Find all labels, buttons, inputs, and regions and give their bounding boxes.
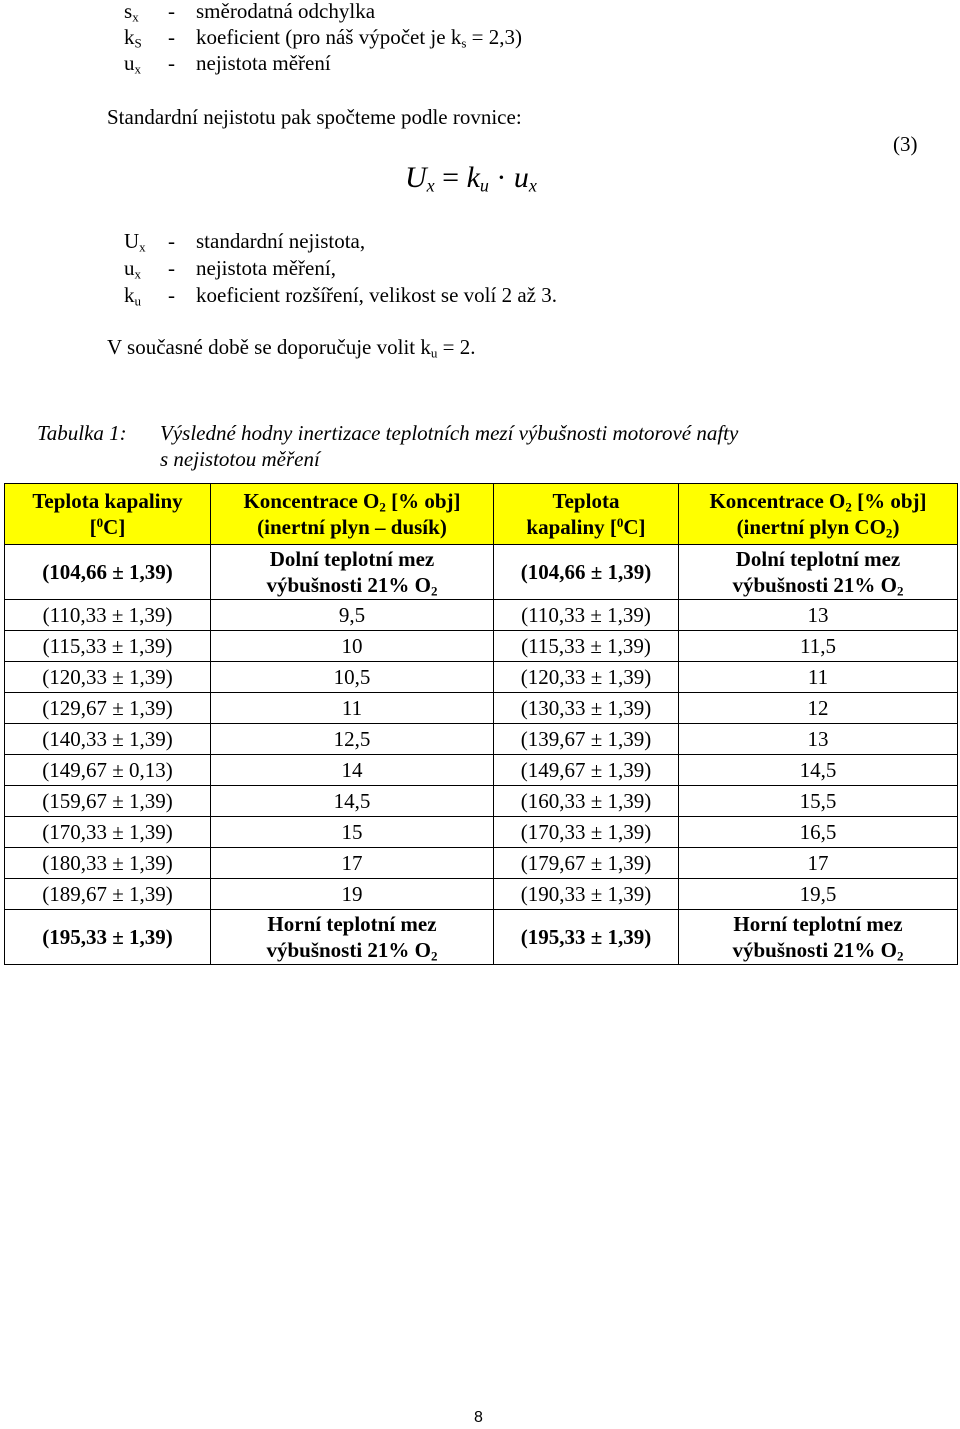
cell-temperature: (149,67 ± 1,39) <box>494 755 679 786</box>
definition-sx: $s_x$ - směrodatná odchylka <box>124 0 376 25</box>
cell-concentration: 15,5 <box>679 786 958 817</box>
cell-upper-limit-label: Horní teplotní mez výbušnosti 21% $O_2$ <box>679 910 958 965</box>
definition-text: koeficient (pro náš výpočet je $k_s = 2,3$) <box>196 25 522 51</box>
cell-temperature: (170,33 ± 1,39) <box>5 817 211 848</box>
cell-temperature: (159,67 ± 1,39) <box>5 786 211 817</box>
cell-temperature: (110,33 ± 1,39) <box>494 600 679 631</box>
header-temperature-2: Teplota kapaliny [$^0$C] <box>494 484 679 545</box>
cell-concentration: 12,5 <box>211 724 494 755</box>
equation-number: (3) <box>893 132 918 156</box>
cell-concentration: 10,5 <box>211 662 494 693</box>
table-row <box>5 724 958 755</box>
cell-temperature: (110,33 ± 1,39) <box>5 600 211 631</box>
cell-temperature: (149,67 ± 0,13) <box>5 755 211 786</box>
header-concentration-nitrogen: Koncentrace $O_2$ [% obj] (inertní plyn – dusík) <box>211 484 494 545</box>
cell-temperature: (195,33 ± 1,39) <box>494 910 679 965</box>
header-concentration-co2: Koncentrace $O_2$ [% obj] (inertní plyn $CO_2$) <box>679 484 958 545</box>
cell-temperature: (130,33 ± 1,39) <box>494 693 679 724</box>
cell-lower-limit-label: Dolní teplotní mez výbušnosti 21% $O_2$ <box>679 545 958 600</box>
table-caption-line2: s nejistotou měření <box>160 447 320 471</box>
header-temperature-1: Teplota kapaliny [$^0$C] <box>5 484 211 545</box>
definition-text: nejistota měření, <box>196 256 336 280</box>
results-table <box>4 483 958 965</box>
cell-temperature: (129,67 ± 1,39) <box>5 693 211 724</box>
cell-temperature: (115,33 ± 1,39) <box>494 631 679 662</box>
cell-concentration: 9,5 <box>211 600 494 631</box>
cell-temperature: (139,67 ± 1,39) <box>494 724 679 755</box>
cell-temperature: (160,33 ± 1,39) <box>494 786 679 817</box>
cell-concentration: 19 <box>211 879 494 910</box>
page-number: 8 <box>474 1409 483 1426</box>
definition-ux: $u_x$ - nejistota měření <box>124 51 331 77</box>
cell-upper-limit-label: Horní teplotní mez výbušnosti 21% $O_2$ <box>211 910 494 965</box>
table-caption-label: Tabulka 1: <box>37 421 127 445</box>
table-row <box>5 848 958 879</box>
recommendation-text: V současné době se doporučuje volit $k_u = 2$. <box>107 335 476 361</box>
table-caption-line1: Výsledné hodny inertizace teplotních mezí výbušnosti motorové nafty <box>160 421 739 445</box>
cell-concentration: 11,5 <box>679 631 958 662</box>
cell-temperature: (190,33 ± 1,39) <box>494 879 679 910</box>
table-row <box>5 631 958 662</box>
cell-temperature: (180,33 ± 1,39) <box>5 848 211 879</box>
cell-temperature: (189,67 ± 1,39) <box>5 879 211 910</box>
cell-temperature: (115,33 ± 1,39) <box>5 631 211 662</box>
cell-concentration: 17 <box>679 848 958 879</box>
cell-concentration: 10 <box>211 631 494 662</box>
cell-concentration: 13 <box>679 724 958 755</box>
cell-concentration: 17 <box>211 848 494 879</box>
table-row <box>5 755 958 786</box>
cell-temperature: (140,33 ± 1,39) <box>5 724 211 755</box>
table-row <box>5 600 958 631</box>
cell-concentration: 14,5 <box>211 786 494 817</box>
definition-ux-2: $u_x$ - nejistota měření, <box>124 256 336 282</box>
table-header-row <box>5 484 958 545</box>
table-row <box>5 817 958 848</box>
cell-temperature: (120,33 ± 1,39) <box>494 662 679 693</box>
table-row <box>5 693 958 724</box>
cell-concentration: 12 <box>679 693 958 724</box>
definition-text: nejistota měření <box>196 51 331 75</box>
cell-temperature: (104,66 ± 1,39) <box>494 545 679 600</box>
cell-concentration: 13 <box>679 600 958 631</box>
cell-concentration: 14 <box>211 755 494 786</box>
table-row <box>5 786 958 817</box>
cell-temperature: (179,67 ± 1,39) <box>494 848 679 879</box>
definition-ku: $k_u$ - koeficient rozšíření, velikost se volí 2 až 3. <box>124 283 557 309</box>
definition-text: standardní nejistota, <box>196 229 366 253</box>
cell-concentration: 19,5 <box>679 879 958 910</box>
definition-text: koeficient rozšíření, velikost se volí 2 až 3. <box>196 283 557 307</box>
cell-concentration: 11 <box>211 693 494 724</box>
paragraph-standard-uncertainty: Standardní nejistotu pak spočteme podle rovnice: <box>107 105 522 129</box>
cell-concentration: 15 <box>211 817 494 848</box>
formula-equation: $U_x = k_u \cdot u_x$ <box>405 161 537 196</box>
cell-temperature: (170,33 ± 1,39) <box>494 817 679 848</box>
table-row-lower-limit <box>5 545 958 600</box>
cell-temperature: (120,33 ± 1,39) <box>5 662 211 693</box>
cell-lower-limit-label: Dolní teplotní mez výbušnosti 21% $O_2$ <box>211 545 494 600</box>
table-row-upper-limit <box>5 910 958 965</box>
cell-temperature: (104,66 ± 1,39) <box>5 545 211 600</box>
cell-concentration: 14,5 <box>679 755 958 786</box>
definition-text: směrodatná odchylka <box>196 0 376 23</box>
definition-Ux: $U_x$ - standardní nejistota, <box>124 229 366 255</box>
cell-concentration: 11 <box>679 662 958 693</box>
cell-temperature: (195,33 ± 1,39) <box>5 910 211 965</box>
table-row <box>5 879 958 910</box>
definition-ks: $k_S$ - koeficient (pro náš výpočet je $k_s = 2,3$) <box>124 25 522 51</box>
table-row <box>5 662 958 693</box>
cell-concentration: 16,5 <box>679 817 958 848</box>
